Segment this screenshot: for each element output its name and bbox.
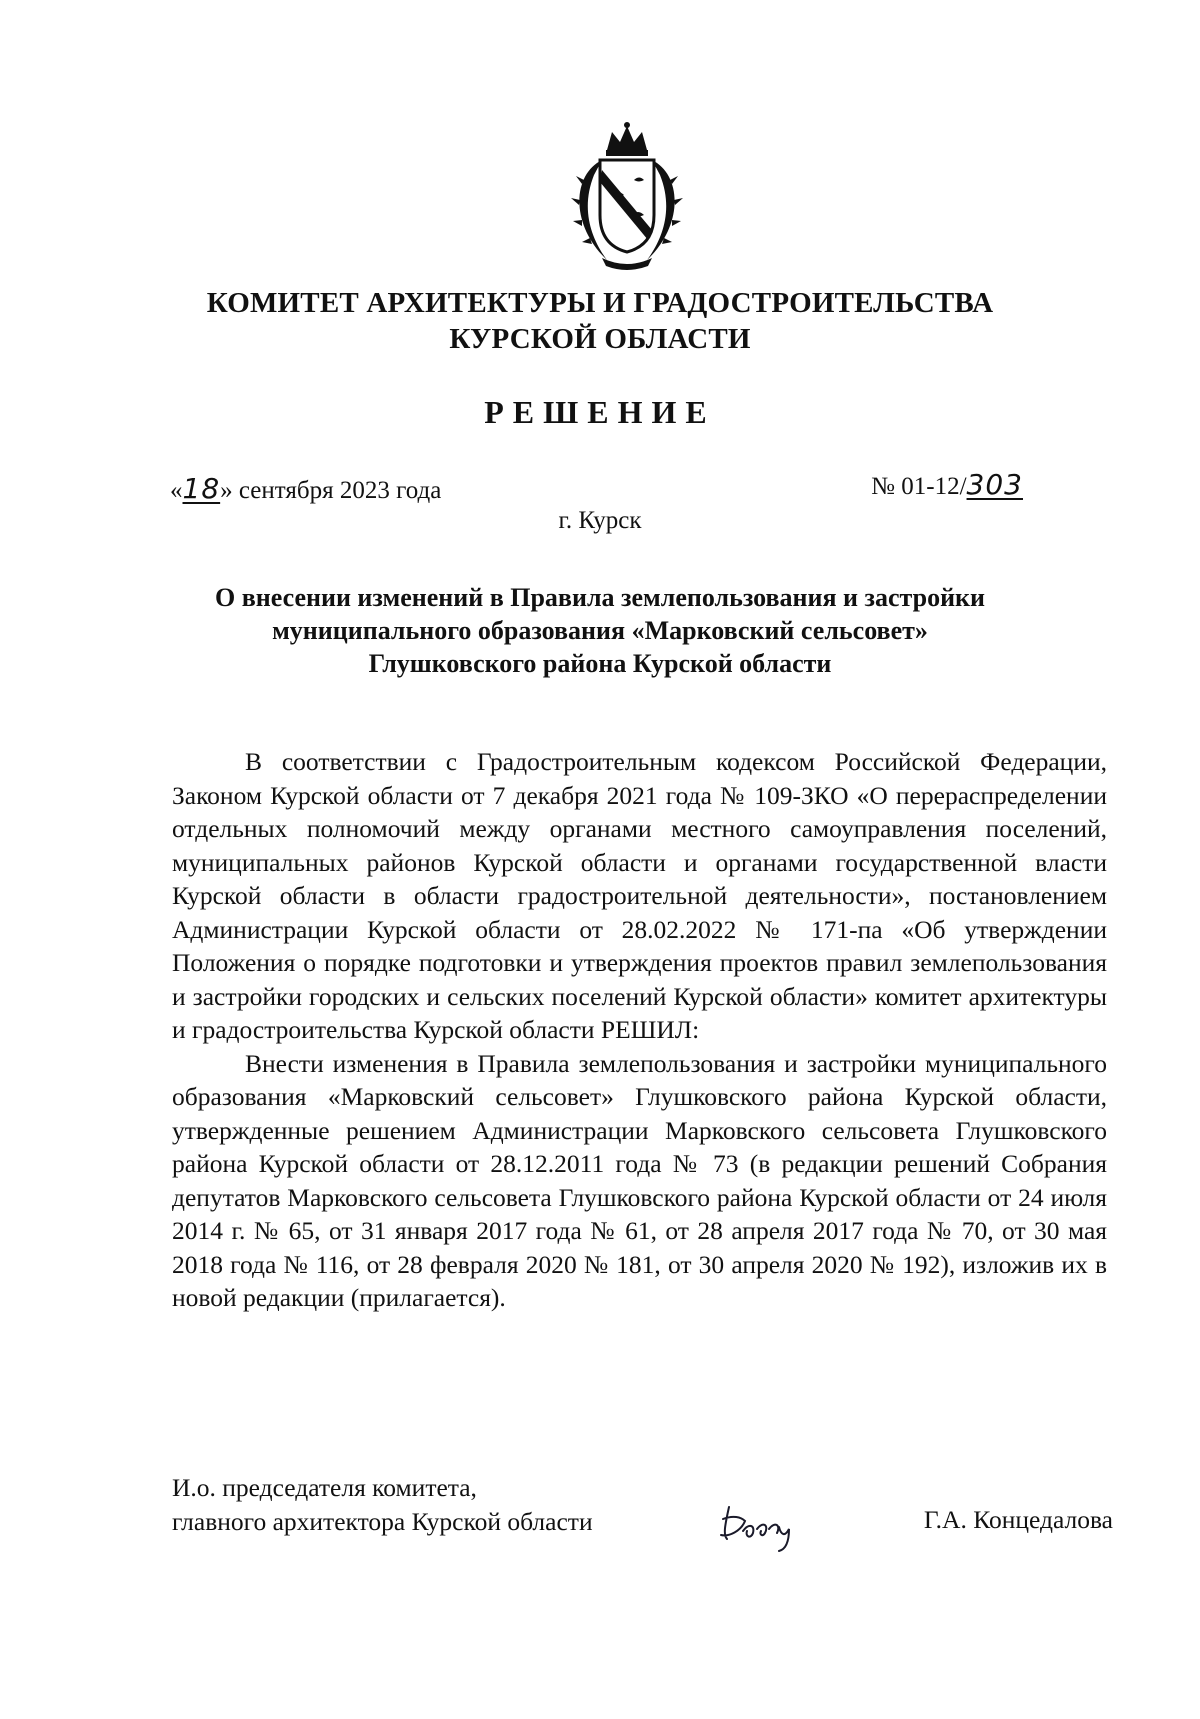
handwritten-signature: [715, 1495, 815, 1555]
signatory-title-line-2: главного архитектора Курской области: [172, 1507, 593, 1536]
document-city: г. Курск: [558, 507, 642, 534]
body-paragraph-1: В соответствии с Градостроительным кодексом Российской Федерации, Законом Курской области от 7 декабря 2021 года № 109-ЗКО «О перераспределении отдельных полномочий между органами местного самоуправления поселений, муниципальных районов Курской области и органами государственной власти Курской области в области градостроительной деятельности», постановлением Администрации Курской области от 28.02.2022 № 171-па «Об утверждении Положения о порядке подготовки и утверждения проектов правил землепользования и застройки городских и сельских поселений Курской области» комитет архитектуры и градостроительства Курской области РЕШИЛ:: [172, 747, 1107, 1044]
document-number-handwritten: 303: [966, 468, 1023, 501]
document-date: [170, 472, 441, 505]
body-paragraph-2: Внести изменения в Правила землепользования и застройки муниципального образования «Марковский сельсовет» Глушковского района Курской области, утвержденные решением Администрации Марковского сельсовета Глушковского района Курской области от 28.12.2011 года № 73 (в редакции решений Собрания депутатов Марковского сельсовета Глушковского района Курской области от 24 июля 2014 г. № 65, от 31 января 2017 года № 61, от 28 апреля 2017 года № 70, от 30 мая 2018 года № 116, от 28 февраля 2020 № 181, от 30 апреля 2020 № 192), изложив их в новой редакции (прилагается).: [172, 1048, 1107, 1312]
date-open-quote: «: [170, 477, 183, 504]
signer-name: Г.А. Концедалова: [923, 1505, 1113, 1534]
signatory-title: [172, 1471, 593, 1539]
document-number: [871, 468, 1023, 501]
signatory-title-line-1: И.о. председателя комитета,: [172, 1473, 477, 1502]
subject-line-3: Глушковского района Курской области: [368, 649, 832, 678]
document-number-prefix: № 01-12/: [871, 473, 967, 500]
date-day-handwritten: 18: [182, 472, 221, 505]
subject-line-2: муниципального образования «Марковский сельсовет»: [272, 616, 928, 645]
organization-name-line-2: КУРСКОЙ ОБЛАСТИ: [449, 323, 751, 355]
document-type-title: РЕШЕНИЕ: [484, 394, 716, 430]
subject-line-1: О внесении изменений в Правила землепользования и застройки: [214, 583, 986, 612]
organization-name-line-1: КОМИТЕТ АРХИТЕКТУРЫ И ГРАДОСТРОИТЕЛЬСТВА: [206, 287, 994, 319]
document-body: [172, 745, 1107, 1315]
date-month-year: » сентября 2023 года: [220, 477, 442, 504]
coat-of-arms-emblem: [562, 120, 692, 270]
